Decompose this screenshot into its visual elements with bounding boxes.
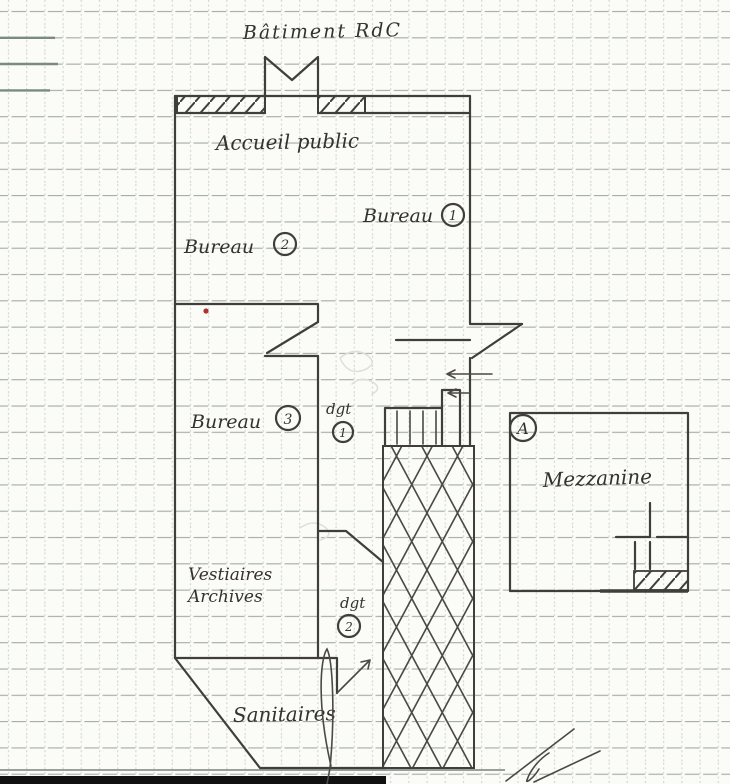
- red-mark-dot: [203, 308, 208, 313]
- bureau2-label: Bureau: [184, 236, 255, 258]
- accueil-label: Accueil public: [215, 128, 360, 155]
- mezzanine-label: Mezzanine: [542, 464, 653, 492]
- sanitaires-label: Sanitaires: [232, 701, 336, 727]
- page-title: Bâtiment RdC: [242, 19, 403, 44]
- bureau1-number: 1: [448, 209, 458, 224]
- dgt2-number: 2: [345, 620, 353, 634]
- stairwell-crosshatch: [383, 446, 474, 768]
- mezzanine-stair-hatch: [634, 571, 688, 590]
- wall-hatch-left: [177, 96, 265, 113]
- vestiaires-label-line1: Vestiaires: [188, 565, 273, 585]
- bureau2-number: 2: [280, 238, 290, 253]
- plan-title: [242, 19, 403, 44]
- vestiaires-label-line2: Archives: [188, 587, 263, 607]
- dgt1-label: dgt: [326, 400, 352, 418]
- bureau3-number: 3: [283, 412, 293, 428]
- bureau1-label: Bureau: [363, 205, 434, 227]
- crosshatch-strip: [383, 446, 474, 768]
- dgt1-number: 1: [339, 426, 347, 440]
- section-ref-letter: A: [517, 419, 529, 438]
- dgt2-label: dgt: [340, 594, 366, 612]
- bureau3-label: Bureau: [191, 411, 262, 433]
- wall-hatch-right: [318, 96, 365, 113]
